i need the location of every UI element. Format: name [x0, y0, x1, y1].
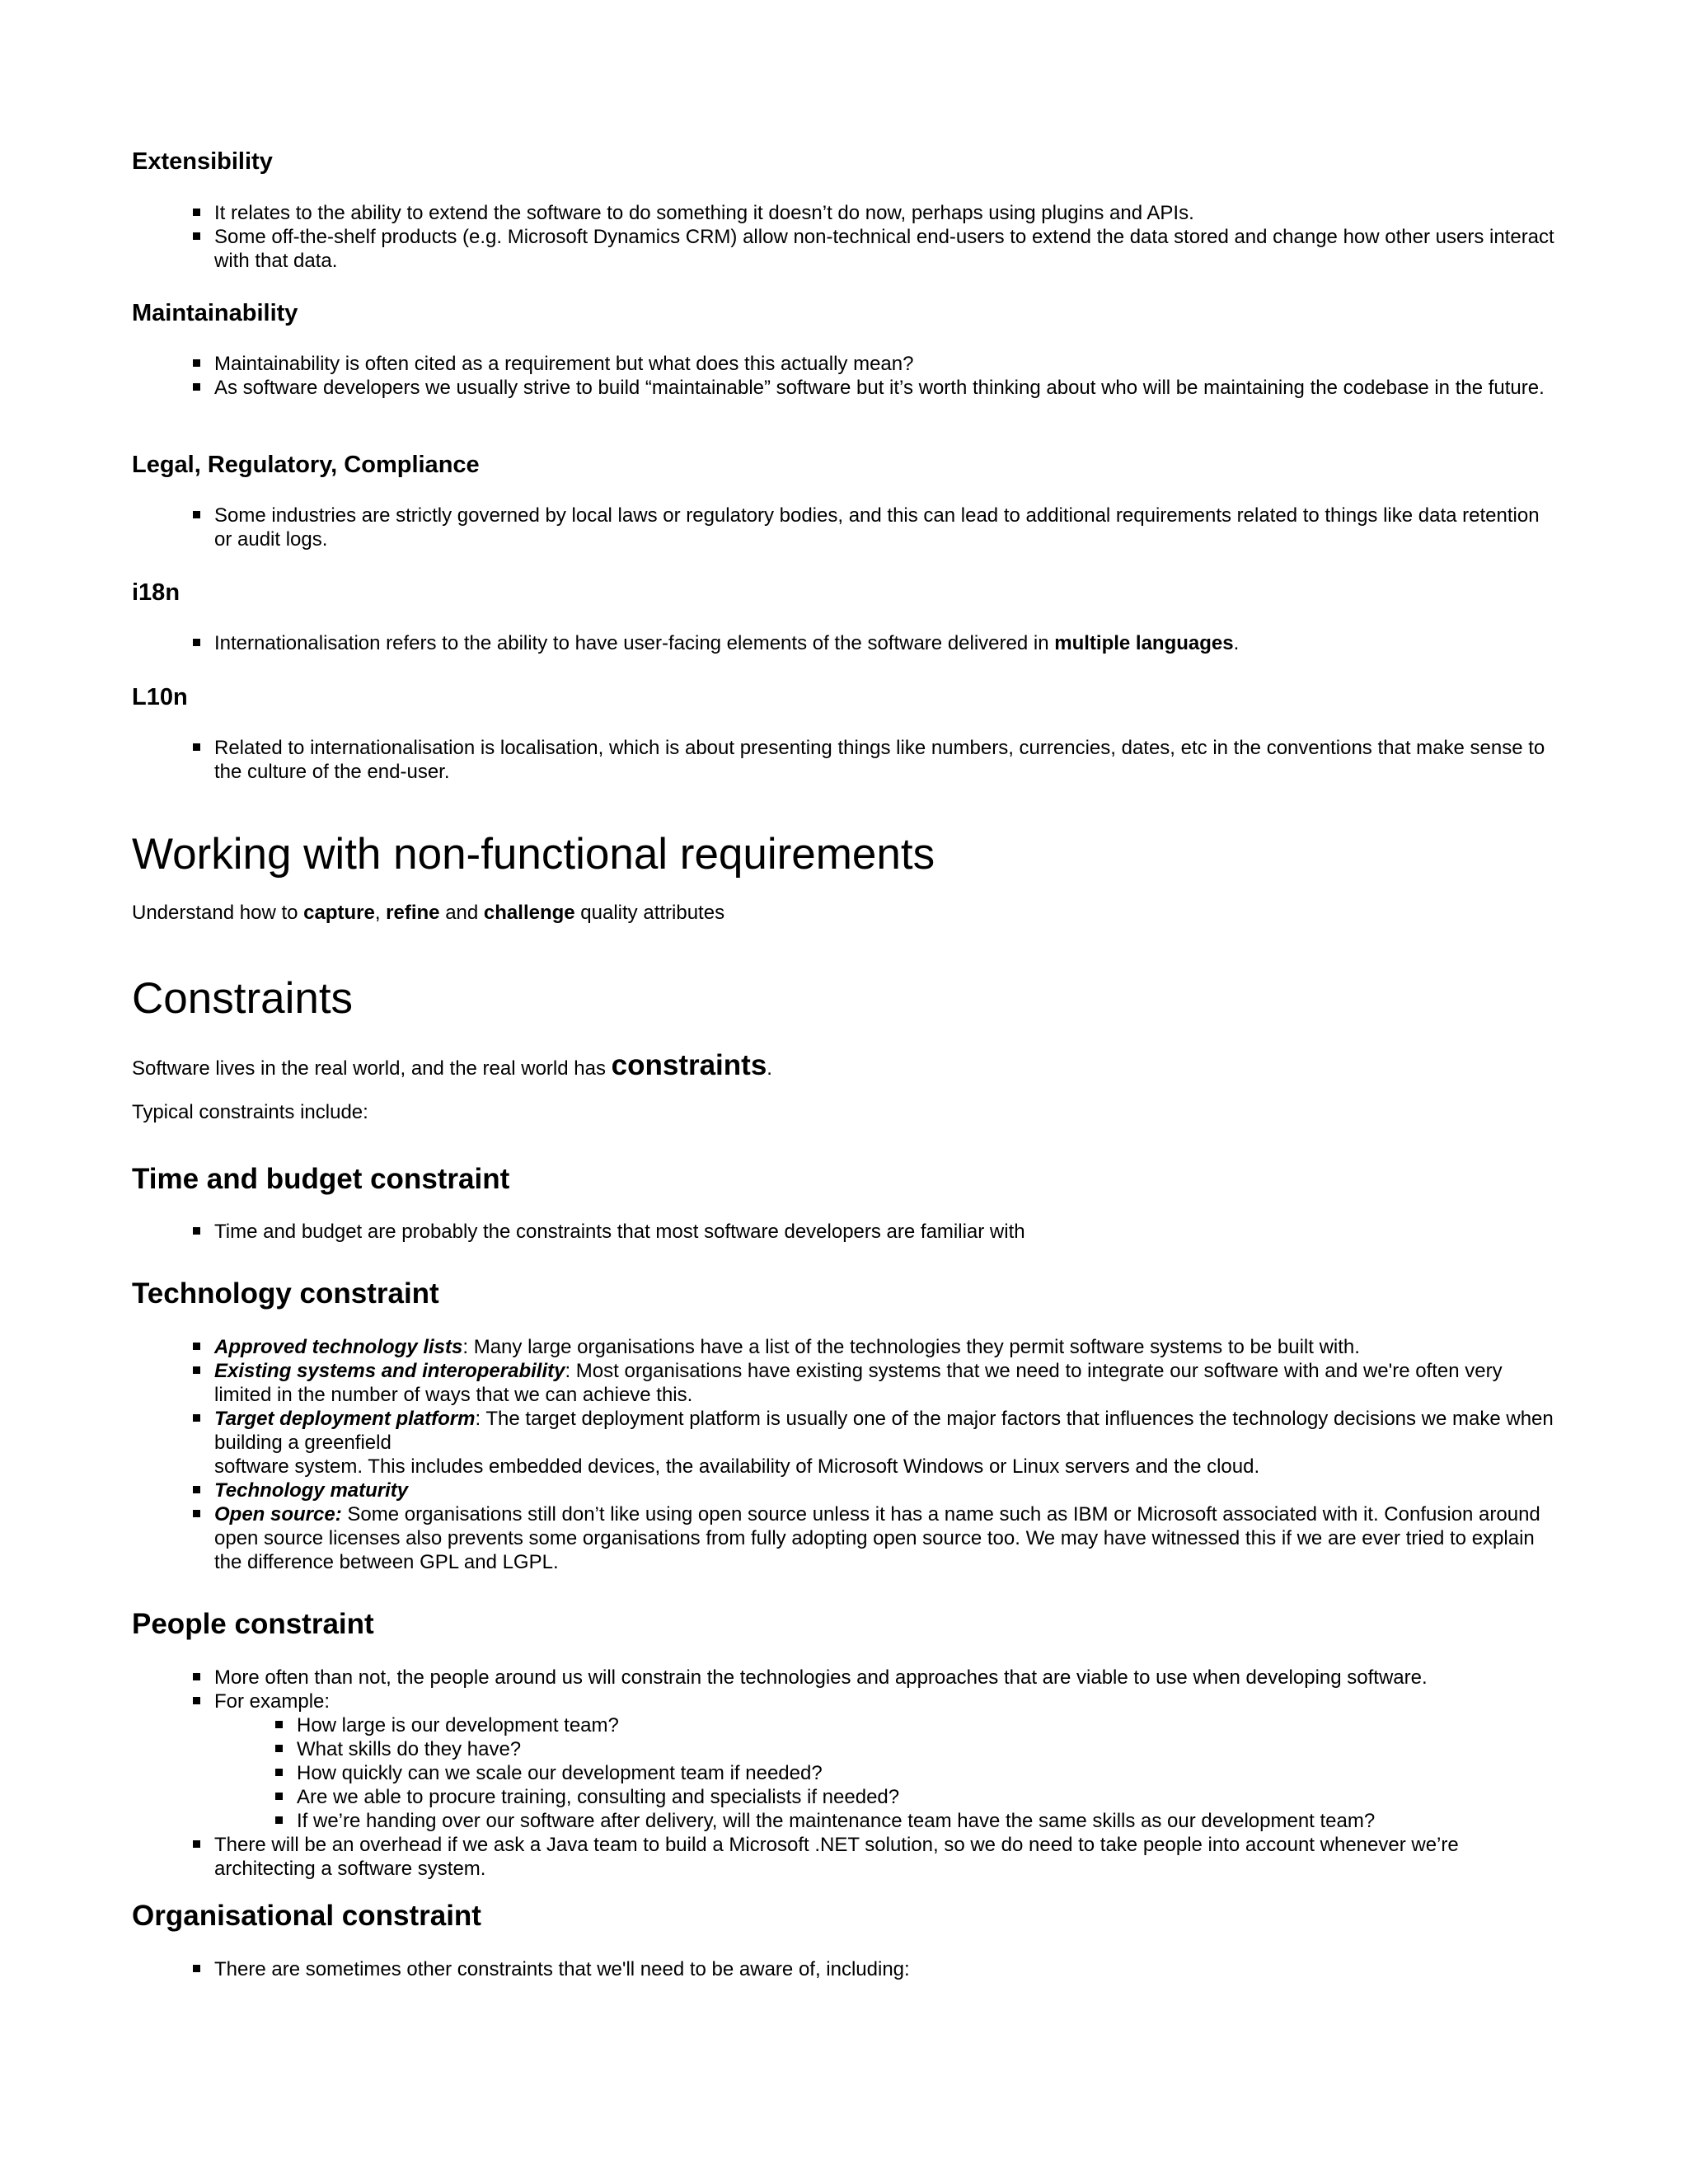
intro-bold: capture — [303, 902, 375, 924]
heading-i18n: i18n — [132, 579, 181, 606]
list-item — [214, 1502, 1558, 1574]
working-intro — [132, 902, 724, 925]
heading-time-budget: Time and budget constraint — [132, 1163, 510, 1195]
sublist-item: What skills do they have? — [297, 1737, 1558, 1761]
heading-organisational: Organisational constraint — [132, 1900, 481, 1932]
sublist-item: Are we able to procure training, consulting and specialists if needed? — [297, 1785, 1558, 1809]
list-item — [214, 1407, 1558, 1479]
item-text: Some organisations still don’t like using open source unless it has a name such as IBM or Microsoft associated with it. Confusion around open source licenses also prevents some organisations from fully adopting open source too. We may have witnessed this if we are ever tried to explain the difference between GPL and LGPL. — [214, 1503, 1540, 1573]
list-item: Some off-the-shelf products (e.g. Microsoft Dynamics CRM) allow non-technical end-users to extend the data stored and change how other users interact with that data. — [214, 225, 1558, 273]
intro-text: . — [767, 1057, 772, 1080]
list-item — [214, 1359, 1558, 1407]
list-l10n — [214, 736, 1558, 784]
intro-bold: refine — [386, 902, 440, 924]
sublist-people-examples — [214, 1713, 1558, 1833]
list-organisational — [214, 1957, 1558, 1981]
item-text: Internationalisation refers to the ability to have user-facing elements of the software delivered in — [214, 632, 1055, 654]
list-item: There are sometimes other constraints that we'll need to be aware of, including: — [214, 1957, 1558, 1981]
list-item — [214, 1335, 1558, 1359]
list-legal — [214, 504, 1558, 551]
item-text: : Most organisations have existing systems that we need to integrate our software with and we're often very limited in the number of ways that we can achieve this. — [214, 1360, 1503, 1406]
list-item — [214, 631, 1558, 655]
intro-text: quality attributes — [574, 902, 725, 924]
item-text: software system. This includes embedded devices, the availability of Microsoft Windows or Linux servers and the cloud. — [214, 1455, 1260, 1478]
intro-emphasis: constraints — [611, 1049, 767, 1081]
item-text: For example: — [214, 1690, 331, 1713]
list-item: It relates to the ability to extend the software to do something it doesn’t do now, perhaps using plugins and APIs. — [214, 201, 1558, 225]
list-item: As software developers we usually strive to build “maintainable” software but it’s worth thinking about who will be maintaining the codebase in the future. — [214, 376, 1558, 400]
intro-text: and — [439, 902, 484, 924]
list-item: Time and budget are probably the constraints that most software developers are familiar with — [214, 1220, 1558, 1244]
item-text: . — [1233, 632, 1240, 654]
sublist-item: How large is our development team? — [297, 1713, 1558, 1737]
item-label: Approved technology lists — [214, 1336, 463, 1358]
constraints-intro — [132, 1049, 772, 1082]
list-people — [214, 1666, 1558, 1881]
intro-bold: challenge — [483, 902, 575, 924]
list-item — [214, 1690, 1558, 1833]
sublist-item: How quickly can we scale our development team if needed? — [297, 1761, 1558, 1785]
list-item: There will be an overhead if we ask a Java team to build a Microsoft .NET solution, so we do need to take people into account whenever we’re architecting a software system. — [214, 1833, 1558, 1881]
item-label: Target deployment platform — [214, 1408, 476, 1430]
item-text: : Many large organisations have a list of the technologies they permit software systems to be built with. — [462, 1336, 1360, 1358]
title-constraints: Constraints — [132, 974, 354, 1023]
list-time-budget — [214, 1220, 1558, 1244]
heading-technology: Technology constraint — [132, 1277, 439, 1310]
list-item — [214, 1479, 1558, 1502]
title-working: Working with non-functional requirements — [132, 830, 935, 879]
list-item: Maintainability is often cited as a requirement but what does this actually mean? — [214, 352, 1558, 376]
typical-constraints: Typical constraints include: — [132, 1101, 368, 1123]
item-label: Existing systems and interoperability — [214, 1360, 565, 1382]
list-technology — [214, 1335, 1558, 1574]
list-maintainability — [214, 352, 1558, 400]
heading-l10n: L10n — [132, 684, 188, 710]
intro-text: Software lives in the real world, and the real world has — [132, 1057, 612, 1080]
list-item: Related to internationalisation is localisation, which is about presenting things like numbers, currencies, dates, etc in the conventions that make sense to the culture of the end-user. — [214, 736, 1558, 784]
item-bold: multiple languages — [1054, 632, 1234, 654]
item-label: Technology maturity — [214, 1479, 409, 1502]
item-text: : The target deployment platform is usually one of the major factors that influences the technology decisions we make when building a greenfield — [214, 1408, 1554, 1454]
sublist-item: If we’re handing over our software after delivery, will the maintenance team have the same skills as our development team? — [297, 1809, 1558, 1833]
heading-legal: Legal, Regulatory, Compliance — [132, 452, 480, 478]
heading-maintainability: Maintainability — [132, 300, 298, 326]
list-item: More often than not, the people around us will constrain the technologies and approaches that are viable to use when developing software. — [214, 1666, 1558, 1690]
intro-text: Understand how to — [132, 902, 304, 924]
item-label: Open source: — [214, 1503, 342, 1526]
list-extensibility — [214, 201, 1558, 273]
intro-text: , — [374, 902, 387, 924]
list-i18n — [214, 631, 1558, 655]
heading-people: People constraint — [132, 1608, 374, 1640]
heading-extensibility: Extensibility — [132, 148, 273, 175]
list-item: Some industries are strictly governed by local laws or regulatory bodies, and this can lead to additional requirements related to things like data retention or audit logs. — [214, 504, 1558, 551]
